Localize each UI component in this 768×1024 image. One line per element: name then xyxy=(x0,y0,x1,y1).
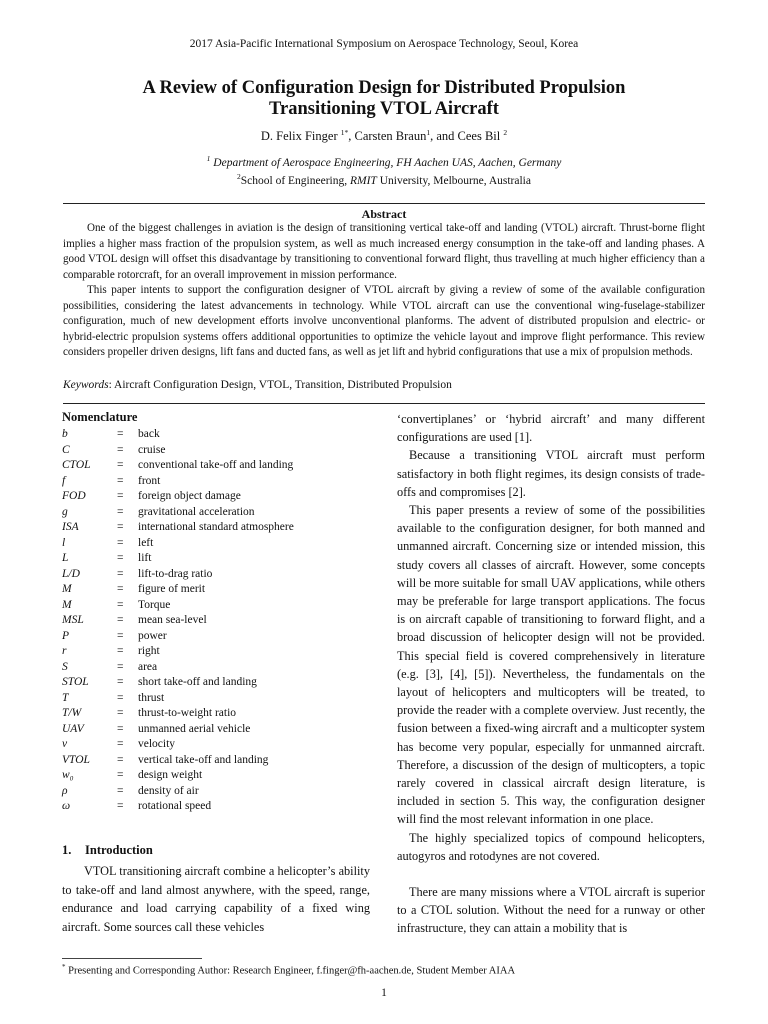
nomenclature-definition: cruise xyxy=(138,443,166,456)
abstract-paragraph-2: This paper intents to support the configuration designer of VTOL aircraft by giving a review of some of the available configuration possibilities, considering the latest advancements in technology. While VTOL aircraft can use the conventional wing-fuselage-stabilizer configuration, much of new development efforts involve unconventional planforms. The advent of distributed propulsion and electric- or hybrid-electric propulsion systems offers additional opportunities to optimize the vehicle layout and improve flight performance. This review considers propeller driven designs, lift fans and ducted fans, as well as jet lift and hybrid configurations that use a mix of propulsion methods. xyxy=(63,284,705,358)
nomenclature-equals: = xyxy=(117,784,124,797)
nomenclature-equals: = xyxy=(117,552,124,564)
nomenclature-symbol: ω xyxy=(62,800,71,812)
author-list: D. Felix Finger $^{1*}$, Carsten Braun$^1$, and Cees Bil $^2$ xyxy=(260,128,508,144)
nomenclature-equals: = xyxy=(117,769,124,781)
abstract-body xyxy=(63,221,705,361)
nomenclature-definition: density of air xyxy=(138,784,199,797)
nomenclature-definition: front xyxy=(138,474,161,487)
nomenclature-equals: = xyxy=(117,428,124,440)
affiliation-1 xyxy=(0,154,768,169)
nomenclature-row xyxy=(62,753,370,769)
affiliation-1-text: Department of Aerospace Engineering, FH Aachen UAS, Aachen, Germany xyxy=(213,156,562,169)
affiliation-2-post: University, Melbourne, Australia xyxy=(379,174,531,187)
introduction-paragraph: VTOL transitioning aircraft combine a helicopter’s ability to take-off and land almost anywhere, with the speed, range, endurance and load carrying capability of a fixed wing aircraft. Some sources call these vehicles xyxy=(62,864,370,934)
nomenclature-symbol: T/W xyxy=(62,707,82,719)
right-paragraph-2: Because a transitioning VTOL aircraft must perform satisfactory in both flight regimes, its design consists of trade-offs and compromises [2]. xyxy=(397,448,705,499)
nomenclature-row xyxy=(62,768,370,784)
nomenclature-row xyxy=(62,799,370,815)
nomenclature-row xyxy=(62,722,370,738)
nomenclature-equals: = xyxy=(117,536,124,549)
affiliation-2-institution: RMIT xyxy=(349,174,377,187)
nomenclature-row xyxy=(62,567,370,583)
nomenclature-symbol: f xyxy=(62,474,66,487)
nomenclature-definition: international standard atmosphere xyxy=(138,521,294,533)
nomenclature-symbol: P xyxy=(62,629,70,642)
nomenclature-definition: power xyxy=(138,629,167,642)
nomenclature-heading: Nomenclature xyxy=(62,410,138,424)
nomenclature-definition: figure of merit xyxy=(138,583,206,595)
nomenclature-equals: = xyxy=(117,459,124,471)
nomenclature-equals: = xyxy=(117,722,124,735)
nomenclature-row xyxy=(62,629,370,645)
right-paragraph-3: This paper presents a review of some of the possibilities available to the configuration designer, for both manned and unmanned aircraft. Concerning size or intended mission, this study covers all classes of aircraft. However, some concepts will be more suitable for small UAV applications, while others may be preferable for large transport applications. The focus is on aircraft capable of transitioning to forward flight, and a broad discussion of helicopter design will not be provided. This special field is covered comprehensively in literature (e.g. [3], [4], [5]). Nevertheless, the fundamentals on the layout of helicopters and multicopters will be treated, to provide the reader with a complete overview. Just recently, the fusion between a fixed-wing aircraft and a multicopter system has become very popular, especially for unmanned aircraft. Therefore, a discussion of the design of multicopters, a topic rarely covered in classical aircraft design literature, is included in section 5. This way, the configuration designer will find the most relevant information in one place. xyxy=(397,503,705,827)
nomenclature-symbol: M xyxy=(62,598,72,611)
nomenclature-row xyxy=(62,660,370,676)
author-3-affiliation-mark: 2 xyxy=(503,128,508,137)
title-line-1: A Review of Configuration Design for Distributed Propulsion xyxy=(142,78,626,98)
abstract-bottom-rule xyxy=(63,403,705,404)
nomenclature-definition: lift-to-drag ratio xyxy=(138,567,213,580)
page-number: 1 xyxy=(381,987,387,999)
nomenclature-equals: = xyxy=(117,567,124,580)
nomenclature-equals: = xyxy=(117,443,124,456)
nomenclature-symbol: STOL xyxy=(62,676,89,688)
introduction-number: 1. xyxy=(62,843,72,857)
nomenclature-equals: = xyxy=(117,490,124,502)
keywords-label: Keywords xyxy=(63,379,109,391)
nomenclature-symbol: CTOL xyxy=(62,459,91,471)
nomenclature-symbol: ISA xyxy=(62,521,79,533)
nomenclature-definition: rotational speed xyxy=(138,800,212,812)
nomenclature-definition: conventional take-off and landing xyxy=(138,459,294,471)
nomenclature-row xyxy=(62,505,370,521)
abstract-paragraph-1: One of the biggest challenges in aviation is the design of transitioning vertical take-off and landing (VTOL) aircraft. Thrust-borne flight implies a higher mass fraction of the propulsion system, as well as much increased energy consumption in the take-off and landing phases. A good VTOL design will offset this disadvantage by transitioning to conventional forward flight, thus travelling at much higher efficiency than a comparable rotorcraft, for an overall improvement in mission performance. xyxy=(63,222,705,281)
nomenclature-equals: = xyxy=(117,753,124,766)
nomenclature-definition: left xyxy=(138,536,154,549)
author-2-affiliation-mark: 1 xyxy=(426,128,431,137)
author-3: and Cees Bil xyxy=(436,129,501,144)
nomenclature-definition: unmanned aerial vehicle xyxy=(138,722,251,735)
nomenclature-equals: = xyxy=(117,629,124,642)
footnote-text: Presenting and Corresponding Author: Research Engineer, f.finger@fh-aachen.de, Student Member AIAA xyxy=(68,965,516,977)
affiliation-2-pre: School of Engineering, xyxy=(240,174,348,187)
nomenclature-equals: = xyxy=(117,614,124,626)
nomenclature-definition: gravitational acceleration xyxy=(138,505,255,518)
nomenclature-equals: = xyxy=(117,521,124,533)
nomenclature-symbol: L/D xyxy=(62,567,80,580)
nomenclature-definition: area xyxy=(138,660,158,673)
nomenclature-row xyxy=(62,644,370,660)
nomenclature-symbol: UAV xyxy=(62,722,84,735)
nomenclature-symbol: w₀ xyxy=(62,769,74,781)
nomenclature-row xyxy=(62,582,370,598)
nomenclature-row xyxy=(62,427,370,443)
nomenclature-row xyxy=(62,536,370,552)
paper-title xyxy=(40,78,728,120)
nomenclature-equals: = xyxy=(117,660,124,673)
keywords xyxy=(63,379,705,391)
right-paragraph-5: There are many missions where a VTOL aircraft is superior to a CTOL solution. Without the need for a runway or other infrastructure, they can attain a mobility that is xyxy=(397,885,705,936)
nomenclature-equals: = xyxy=(117,738,124,750)
nomenclature-equals: = xyxy=(117,583,124,595)
nomenclature-row xyxy=(62,737,370,753)
nomenclature-symbol: M xyxy=(62,583,72,595)
nomenclature-definition: Torque xyxy=(138,598,171,611)
right-paragraph-4: The highly specialized topics of compound helicopters, autogyros and rotodynes are not covered. xyxy=(397,830,705,863)
nomenclature-definition: short take-off and landing xyxy=(138,676,257,688)
author-2: Carsten Braun xyxy=(354,129,427,144)
nomenclature-definition: mean sea-level xyxy=(138,614,207,626)
nomenclature-symbol: T xyxy=(62,691,69,704)
nomenclature-row xyxy=(62,551,370,567)
nomenclature-row xyxy=(62,691,370,707)
nomenclature-row xyxy=(62,489,370,505)
conference-header: 2017 Asia-Pacific International Symposium on Aerospace Technology, Seoul, Korea xyxy=(189,38,579,50)
right-paragraph-1: ‘convertiplanes’ or ‘hybrid aircraft’ and many different configurations are used [1]. xyxy=(397,412,705,445)
nomenclature-symbol: VTOL xyxy=(62,753,90,766)
nomenclature-symbol: g xyxy=(62,505,68,518)
nomenclature-row xyxy=(62,675,370,691)
nomenclature-row xyxy=(62,443,370,459)
nomenclature-row xyxy=(62,598,370,614)
nomenclature-equals: = xyxy=(117,505,124,518)
nomenclature-definition: foreign object damage xyxy=(138,490,241,502)
nomenclature-section xyxy=(62,410,370,815)
introduction-title: Introduction xyxy=(85,843,153,857)
nomenclature-equals: = xyxy=(117,474,124,487)
nomenclature-equals: = xyxy=(117,707,124,719)
nomenclature-symbol: b xyxy=(62,428,68,440)
nomenclature-definition: thrust xyxy=(138,691,165,704)
abstract-top-rule xyxy=(63,203,705,204)
nomenclature-symbol: S xyxy=(62,660,68,673)
nomenclature-list xyxy=(62,427,370,815)
nomenclature-row xyxy=(62,784,370,800)
nomenclature-symbol: MSL xyxy=(62,614,84,626)
affiliation-1-mark: 1 xyxy=(206,154,211,163)
nomenclature-definition: back xyxy=(138,428,160,440)
title-line-2: Transitioning VTOL Aircraft xyxy=(269,99,499,119)
author-1-affiliation-mark: 1* xyxy=(340,128,349,137)
nomenclature-definition: velocity xyxy=(138,738,176,750)
nomenclature-symbol: l xyxy=(62,536,66,549)
keywords-text: : Aircraft Configuration Design, VTOL, Transition, Distributed Propulsion xyxy=(108,379,452,391)
nomenclature-definition: design weight xyxy=(138,769,203,781)
affiliation-2-mark: 2 xyxy=(237,172,241,181)
nomenclature-row xyxy=(62,458,370,474)
nomenclature-definition: lift xyxy=(138,552,152,564)
nomenclature-row xyxy=(62,613,370,629)
nomenclature-equals: = xyxy=(117,800,124,812)
nomenclature-row xyxy=(62,520,370,536)
abstract-heading: Abstract xyxy=(361,207,407,221)
affiliation-2 xyxy=(0,172,768,187)
nomenclature-row xyxy=(62,474,370,490)
introduction-heading xyxy=(62,843,153,858)
nomenclature-row xyxy=(62,706,370,722)
right-column xyxy=(397,410,705,938)
nomenclature-symbol: C xyxy=(62,443,70,456)
nomenclature-equals: = xyxy=(117,645,124,657)
nomenclature-equals: = xyxy=(117,676,124,688)
footnote-rule xyxy=(62,958,202,959)
nomenclature-symbol: ρ xyxy=(62,784,68,797)
nomenclature-symbol: v xyxy=(62,738,68,750)
nomenclature-definition: thrust-to-weight ratio xyxy=(138,707,237,719)
nomenclature-symbol: FOD xyxy=(62,490,86,502)
footnote-mark: * xyxy=(62,963,66,971)
nomenclature-equals: = xyxy=(117,598,124,611)
author-1: D. Felix Finger xyxy=(260,129,338,144)
nomenclature-definition: right xyxy=(138,645,160,657)
nomenclature-symbol: L xyxy=(62,552,69,564)
footnote xyxy=(62,963,515,977)
nomenclature-definition: vertical take-off and landing xyxy=(138,753,269,766)
nomenclature-equals: = xyxy=(117,691,124,704)
nomenclature-symbol: r xyxy=(62,645,67,657)
